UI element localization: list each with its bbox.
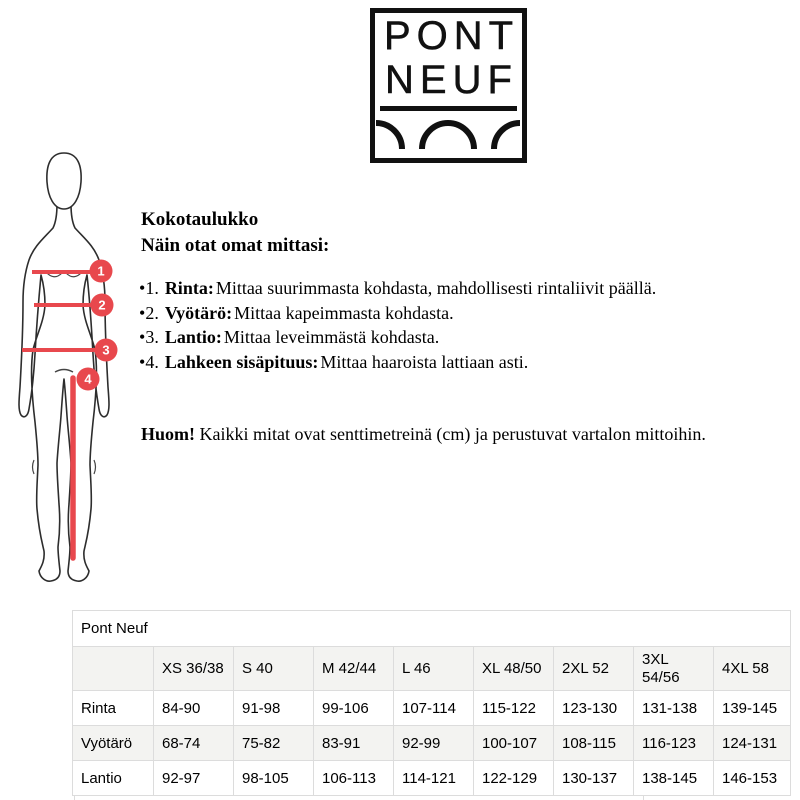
cell: 100-107	[474, 726, 554, 761]
table-title: Pont Neuf	[73, 611, 791, 647]
column-header: XS 36/38	[154, 647, 234, 691]
column-header: 2XL 52	[554, 647, 634, 691]
body-measurement-figure	[8, 142, 138, 587]
item-text: Mittaa haaroista lattiaan asti.	[320, 351, 529, 372]
cell: 84-90	[154, 691, 234, 726]
table-row	[73, 726, 791, 761]
table-row	[73, 691, 791, 726]
cell: 114-121	[394, 761, 474, 796]
item-number: 4.	[145, 351, 159, 372]
bridge-arches-icon	[375, 115, 522, 153]
cell: 131-138	[634, 691, 714, 726]
cell: 92-97	[154, 761, 234, 796]
item-number: 1.	[145, 278, 159, 298]
cell: 139-145	[714, 691, 791, 726]
page-subtitle: Näin otat omat mittasi:	[141, 235, 330, 256]
list-item	[139, 325, 656, 350]
column-header: S 40	[234, 647, 314, 691]
item-text: Mittaa suurimmasta kohdasta, mahdollisesti rintaliivit päällä.	[215, 278, 657, 298]
item-label: Lahkeen sisäpituus:	[164, 351, 319, 372]
bullet-icon: •	[139, 302, 146, 323]
table-title-row	[73, 611, 791, 647]
cell: 130-137	[554, 761, 634, 796]
size-chart-table	[72, 610, 791, 796]
column-header: M 42/44	[314, 647, 394, 691]
note-text: Kaikki mitat ovat senttimetreinä (cm) ja perustuvat vartalon mittoihin.	[199, 424, 706, 444]
marker-2-number: 2	[98, 297, 106, 313]
cell: 68-74	[154, 726, 234, 761]
cell: 91-98	[234, 691, 314, 726]
body-outline	[19, 204, 109, 581]
column-header: L 46	[394, 647, 474, 691]
measurement-note	[141, 422, 706, 446]
head-outline	[47, 153, 81, 209]
cell: 124-131	[714, 726, 791, 761]
cell: 92-99	[394, 726, 474, 761]
cell: 138-145	[634, 761, 714, 796]
item-number: 3.	[145, 327, 159, 347]
note-label: Huom!	[141, 424, 195, 444]
marker-4-number: 4	[84, 371, 92, 387]
column-header: XL 48/50	[474, 647, 554, 691]
list-item	[139, 301, 656, 326]
page-title: Kokotaulukko	[141, 209, 259, 230]
cell: 75-82	[234, 726, 314, 761]
cell: 122-129	[474, 761, 554, 796]
logo-divider	[380, 106, 517, 111]
table-row	[73, 761, 791, 796]
next-table-partial-row	[74, 795, 644, 800]
bullet-icon: •	[139, 278, 146, 298]
marker-3-number: 3	[102, 342, 110, 358]
pont-neuf-logo	[370, 8, 527, 163]
logo-word-neuf: NEUF	[385, 58, 518, 102]
column-header	[73, 647, 154, 691]
instructions-heading	[141, 207, 329, 259]
row-label: Vyötärö	[73, 726, 154, 761]
logo-word-pont: PONT	[383, 14, 520, 58]
cell: 99-106	[314, 691, 394, 726]
cell: 106-113	[314, 761, 394, 796]
item-number: 2.	[145, 302, 159, 323]
cell: 83-91	[314, 726, 394, 761]
cell: 107-114	[394, 691, 474, 726]
size-table-section	[72, 610, 790, 796]
cell: 108-115	[554, 726, 634, 761]
cell: 115-122	[474, 691, 554, 726]
marker-1-number: 1	[97, 263, 105, 279]
row-label: Lantio	[73, 761, 154, 796]
item-text: Mittaa leveimmästä kohdasta.	[223, 327, 440, 347]
table-header-row	[73, 647, 791, 691]
row-label: Rinta	[73, 691, 154, 726]
bullet-icon: •	[139, 351, 146, 372]
item-label: Lantio:	[164, 327, 222, 347]
item-label: Rinta:	[164, 278, 214, 298]
bullet-icon: •	[139, 327, 146, 347]
column-header: 4XL 58	[714, 647, 791, 691]
cell: 98-105	[234, 761, 314, 796]
cell: 146-153	[714, 761, 791, 796]
measurement-instructions-list	[139, 276, 656, 374]
cell: 116-123	[634, 726, 714, 761]
item-text: Mittaa kapeimmasta kohdasta.	[234, 302, 454, 323]
cell: 123-130	[554, 691, 634, 726]
item-label: Vyötärö:	[164, 302, 233, 323]
list-item	[139, 350, 656, 375]
list-item	[139, 276, 656, 301]
column-header: 3XL 54/56	[634, 647, 714, 691]
